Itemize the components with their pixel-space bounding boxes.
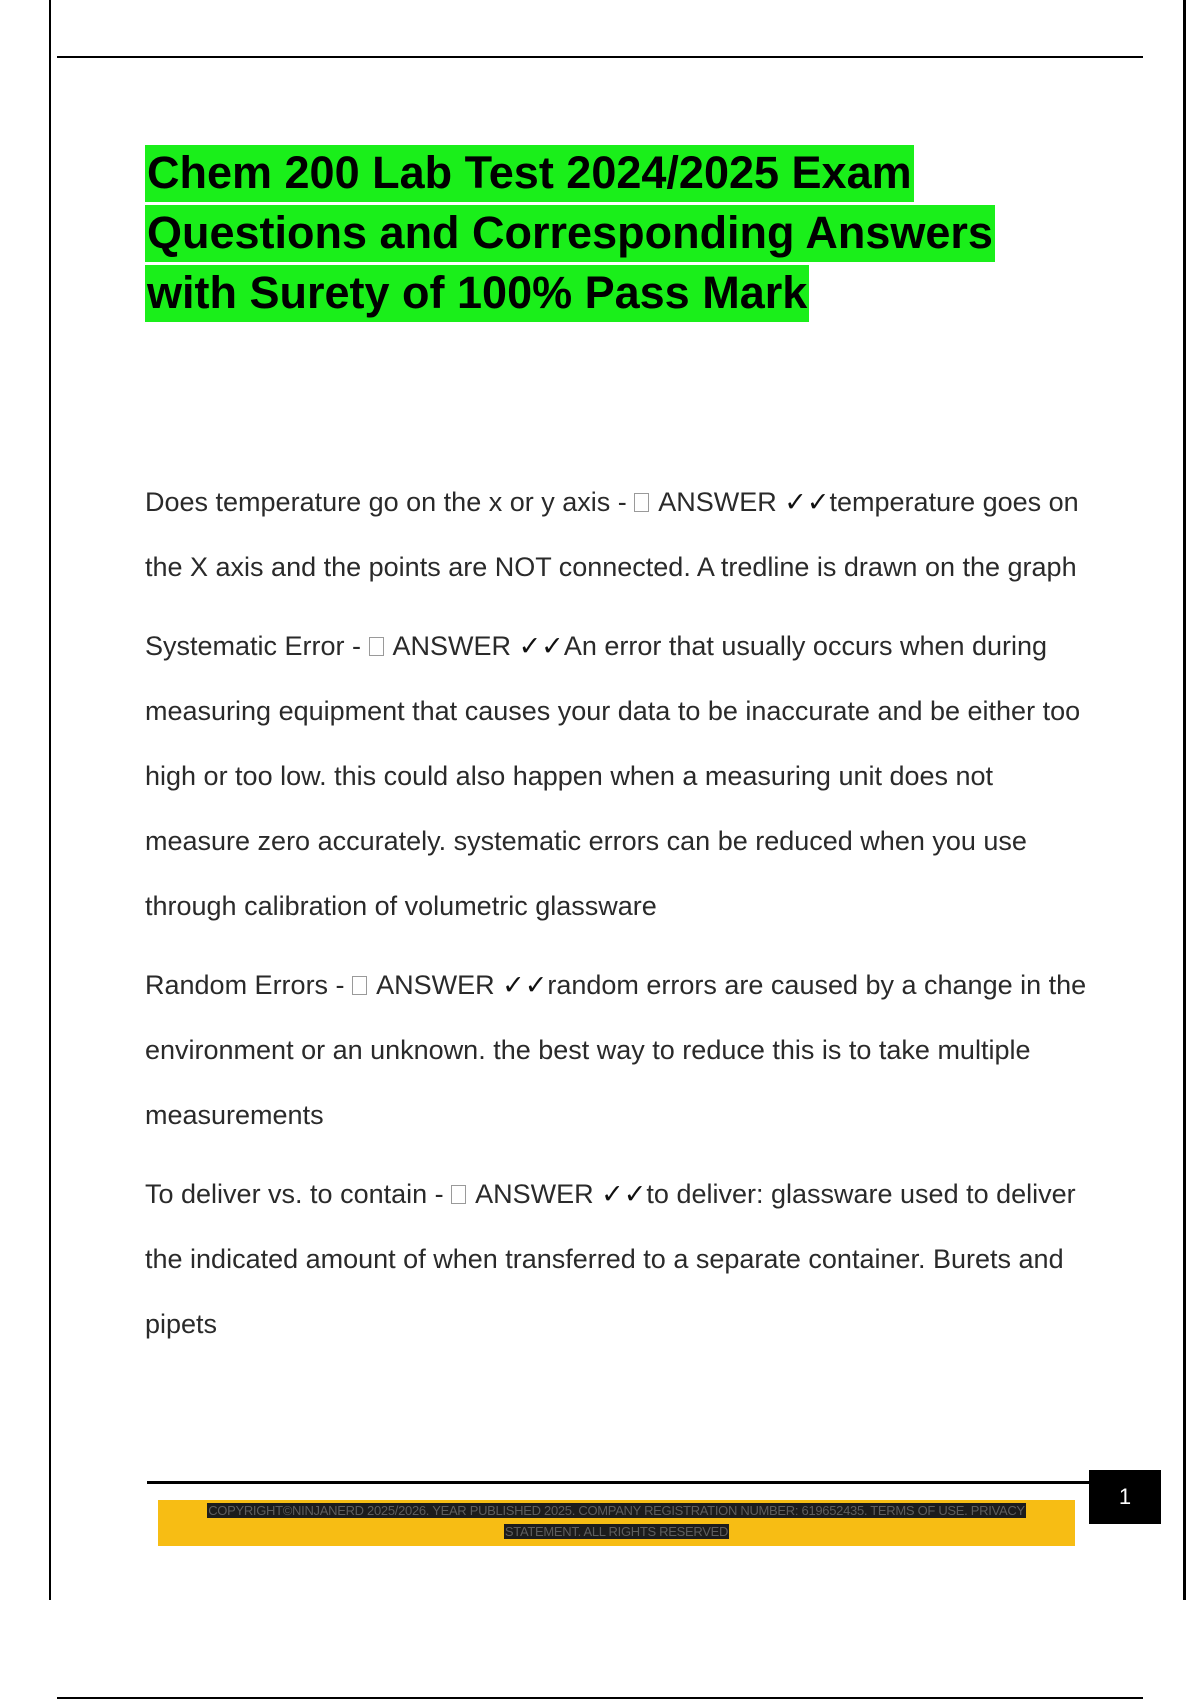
page-number: 1 (1089, 1470, 1161, 1524)
page-border-left (49, 0, 51, 1600)
title-line: Chem 200 Lab Test 2024/2025 Exam (145, 145, 914, 202)
answer-tag (451, 1179, 646, 1209)
answer-tag (634, 487, 829, 517)
qa-item (145, 953, 1095, 1148)
checkbox-glyph-icon (352, 976, 367, 995)
document-title (145, 143, 1105, 323)
qa-item (145, 614, 1095, 939)
answer-label: ANSWER (376, 970, 495, 1000)
answer-tag (369, 631, 564, 661)
header-rule (57, 56, 1143, 58)
copyright-band (158, 1500, 1075, 1546)
checkbox-glyph-icon (369, 637, 384, 656)
answer-text: to deliver: glassware used to deliver the indicated amount of when transferred to a separate container. Burets and pipets (145, 1179, 1076, 1339)
question-text: Systematic Error - (145, 631, 369, 661)
qa-item (145, 1162, 1095, 1357)
double-check-icon: ✓✓ (502, 970, 548, 1001)
answer-text: random errors are caused by a change in the environment or an unknown. the best way to reduce this is to take multiple measurements (145, 970, 1087, 1130)
checkbox-glyph-icon (634, 493, 649, 512)
double-check-icon: ✓✓ (784, 487, 830, 518)
question-text: Does temperature go on the x or y axis - (145, 487, 635, 517)
qa-list (145, 470, 1095, 1371)
page-bottom-rule (57, 1697, 1143, 1699)
question-text: Random Errors - (145, 970, 353, 1000)
page-border-right (1183, 0, 1186, 1600)
title-line: Questions and Corresponding Answers (145, 205, 995, 262)
double-check-icon: ✓✓ (518, 631, 564, 662)
title-line: with Surety of 100% Pass Mark (145, 265, 809, 322)
footer-rule (147, 1481, 1090, 1484)
answer-label: ANSWER (392, 631, 512, 661)
double-check-icon: ✓✓ (601, 1179, 647, 1210)
qa-item (145, 470, 1095, 600)
copyright-notice (172, 1500, 1062, 1542)
answer-label: ANSWER (658, 487, 777, 517)
answer-tag (352, 970, 547, 1000)
answer-label: ANSWER (475, 1179, 594, 1209)
answer-text: temperature goes on the X axis and the points are NOT connected. A tredline is drawn on the graph (145, 487, 1079, 582)
question-text: To deliver vs. to contain - (145, 1179, 452, 1209)
checkbox-glyph-icon (451, 1185, 466, 1204)
answer-text: An error that usually occurs when during measuring equipment that causes your data to be inaccurate and be either too high or too low. this could also happen when a measuring unit does not measure zero accurately. systematic errors can be reduced when you use through calibration of volumetric glassware (145, 631, 1081, 921)
copyright-text: COPYRIGHT©NINJANERD 2025/2026. YEAR PUBLISHED 2025. COMPANY REGISTRATION NUMBER: 619652435. TERMS OF USE. PRIVACY STATEMENT. ALL RIGHTS RESERVED (208, 1503, 1025, 1539)
